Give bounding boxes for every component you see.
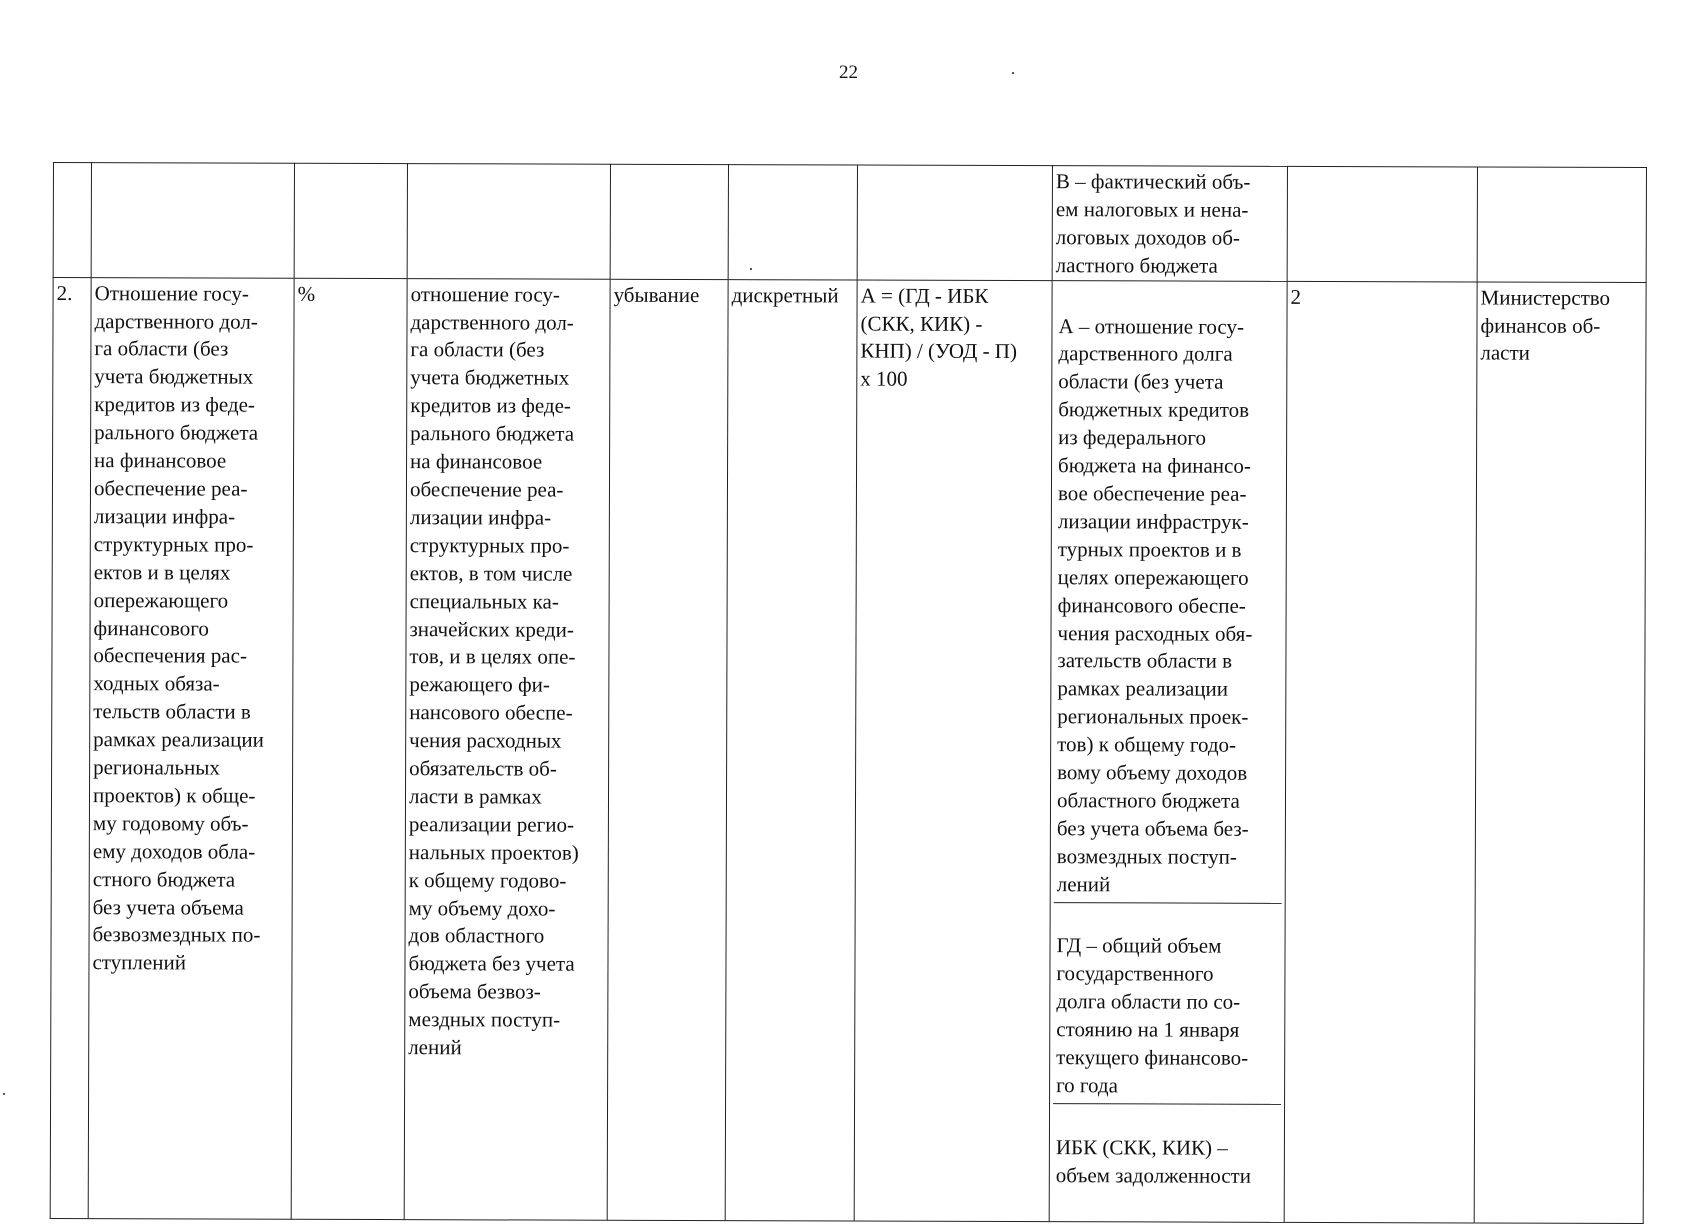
definition-a: А – отношение госу- дарственного долга области (без учета бюджетных кредитов из федерального бюджета на финансо- вое обеспечение реа- лизации инфраструк- турных проектов и в целях опережающего финансового обеспе- чения расходных обя- зательств области в рамках реализации региональных проек- тов) к общему годо- вому объему доходов областного бюджета без учета объема без- возмездных поступ- лений xyxy=(1054,311,1284,904)
cell-description xyxy=(407,164,610,279)
cell-formula xyxy=(857,165,1052,280)
cell-indicator-name xyxy=(91,163,294,278)
definition-gd: ГД – общий объем государственного долга области по со- стоянию на 1 января текущего финансово- го года xyxy=(1053,931,1282,1105)
cell-number xyxy=(53,163,91,278)
cell-number: 2. xyxy=(50,277,91,1218)
cell-formula: А = (ГД - ИБК (СКК, КИК) - КНП) / (УОД - П) х 100 xyxy=(854,280,1052,1222)
cell-type: дискретный xyxy=(725,279,857,1220)
cell-code xyxy=(1287,166,1477,281)
cell-type xyxy=(728,165,857,280)
cell-definitions xyxy=(1049,280,1287,1222)
cell-responsible: Министерство финансов об- ласти xyxy=(1474,282,1646,1223)
cell-indicator-name: Отношение госу- дарственного дол- га области (без учета бюджетных кредитов из феде- рального бюджета на финансовое обеспечение реа- лизации инфра- структурных про- ектов и в целях опережающего финансового обеспечения рас- ходных обяза- тельств области в рамках реализации региональных проектов) к обще- му годовому объ- ему доходов обла- стного бюджета без учета объема безвозмездных по- ступлений xyxy=(88,277,294,1219)
table-row-indicator-2 xyxy=(50,277,1646,1223)
definition-ibk: ИБК (СКК, КИК) – объем задолженности xyxy=(1055,1134,1252,1188)
cell-definition: В – фактический объ- ем налоговых и нена- логовых доходов об- ластного бюджета xyxy=(1052,166,1287,281)
cell-direction xyxy=(610,164,728,279)
scan-speck xyxy=(3,1093,5,1095)
cell-responsible xyxy=(1477,167,1646,282)
cell-direction: убывание xyxy=(607,279,728,1220)
indicator-table xyxy=(50,162,1647,1224)
cell-description: отношение госу- дарственного дол- га области (без учета бюджетных кредитов из феде- рального бюджета на финансовое обеспечение реа- лизации инфра- структурных про- ектов, в том числе специальных ка- значейских креди- тов, и в целях опе- режающего фи- нансового обеспе- чения расходных обязательств об- ласти в рамках реализации регио- нальных проектов) к общему годово- му объему дохо- дов областного бюджета без учета объема безвоз- мездных поступ- лений xyxy=(404,278,610,1220)
cell-unit xyxy=(294,163,407,278)
cell-code: 2 xyxy=(1284,281,1477,1222)
page-number: 22 xyxy=(839,62,858,83)
table-row-continuation xyxy=(53,163,1646,283)
cell-unit: % xyxy=(291,278,407,1219)
scan-speck xyxy=(1012,72,1014,74)
